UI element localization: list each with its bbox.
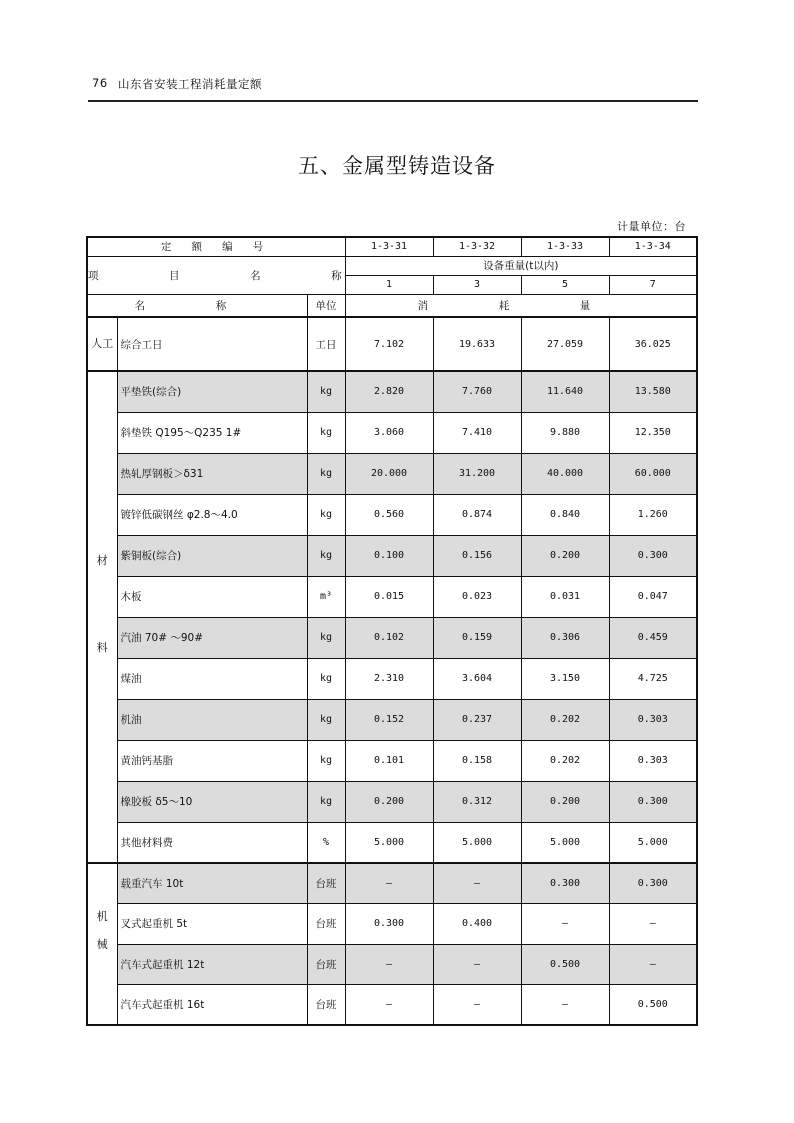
value-cell: 0.200 xyxy=(345,781,433,822)
code-cell: 1-3-31 xyxy=(345,237,433,256)
value-cell: 0.300 xyxy=(521,863,609,904)
value-cell: 4.725 xyxy=(609,658,697,699)
row-name: 叉式起重机 5t xyxy=(117,904,307,945)
value-cell: 0.306 xyxy=(521,617,609,658)
value-cell: — xyxy=(345,985,433,1026)
group-material: 材 料 xyxy=(87,371,117,863)
value-cell: 11.640 xyxy=(521,371,609,412)
value-cell: 0.156 xyxy=(433,535,521,576)
table-row xyxy=(87,699,697,740)
row-name: 平垫铁(综合) xyxy=(117,371,307,412)
row-unit: kg xyxy=(307,494,345,535)
row-unit: 台班 xyxy=(307,904,345,945)
table-row xyxy=(87,781,697,822)
value-cell: 0.102 xyxy=(345,617,433,658)
row-name: 载重汽车 10t xyxy=(117,863,307,904)
value-cell: 20.000 xyxy=(345,453,433,494)
row-unit: m³ xyxy=(307,576,345,617)
row-unit: 台班 xyxy=(307,985,345,1026)
value-cell: 0.200 xyxy=(521,535,609,576)
value-cell: — xyxy=(345,944,433,985)
value-cell: 7.410 xyxy=(433,412,521,453)
value-cell: 0.300 xyxy=(609,781,697,822)
col-unit-header: 单位 xyxy=(307,294,345,317)
value-cell: 12.350 xyxy=(609,412,697,453)
value-cell: 7.102 xyxy=(345,317,433,371)
value-cell: 5.000 xyxy=(345,822,433,863)
row-unit: kg xyxy=(307,535,345,576)
value-cell: 0.874 xyxy=(433,494,521,535)
value-cell: 0.500 xyxy=(609,985,697,1026)
table-row xyxy=(87,822,697,863)
row-name: 紫铜板(综合) xyxy=(117,535,307,576)
quota-table xyxy=(86,236,698,1026)
table-row xyxy=(87,453,697,494)
table-row xyxy=(87,412,697,453)
value-cell: 31.200 xyxy=(433,453,521,494)
value-cell: 0.459 xyxy=(609,617,697,658)
row-unit: kg xyxy=(307,371,345,412)
code-cell: 1-3-32 xyxy=(433,237,521,256)
value-cell: 0.047 xyxy=(609,576,697,617)
value-cell: 9.880 xyxy=(521,412,609,453)
value-cell: 0.303 xyxy=(609,740,697,781)
row-unit: 台班 xyxy=(307,944,345,985)
table-row xyxy=(87,904,697,945)
row-unit: kg xyxy=(307,453,345,494)
row-unit: kg xyxy=(307,617,345,658)
value-cell: 3.150 xyxy=(521,658,609,699)
row-name: 橡胶板 δ5～10 xyxy=(117,781,307,822)
table-row xyxy=(87,576,697,617)
value-cell: 0.101 xyxy=(345,740,433,781)
row-unit: kg xyxy=(307,740,345,781)
table-row xyxy=(87,658,697,699)
code-label: 定 额 编 号 xyxy=(87,237,345,256)
value-cell: 2.820 xyxy=(345,371,433,412)
param-cell: 3 xyxy=(433,275,521,294)
value-cell: 3.604 xyxy=(433,658,521,699)
col-name-header: 名 称 xyxy=(87,294,307,317)
page-number: 76 xyxy=(92,76,108,90)
value-cell: 0.023 xyxy=(433,576,521,617)
value-cell: — xyxy=(609,944,697,985)
value-cell: 2.310 xyxy=(345,658,433,699)
value-cell: 0.560 xyxy=(345,494,433,535)
col-qty-header: 消 耗 量 xyxy=(345,294,697,317)
row-name: 木板 xyxy=(117,576,307,617)
value-cell: 0.159 xyxy=(433,617,521,658)
group-machine: 机 械 xyxy=(87,863,117,1025)
row-unit: kg xyxy=(307,658,345,699)
row-unit: 台班 xyxy=(307,863,345,904)
section-title: 五、金属型铸造设备 xyxy=(298,154,496,178)
value-cell: — xyxy=(609,904,697,945)
code-cell: 1-3-33 xyxy=(521,237,609,256)
param-cell: 7 xyxy=(609,275,697,294)
value-cell: — xyxy=(433,985,521,1026)
unit-label: 计量单位：台 xyxy=(617,220,686,233)
value-cell: 13.580 xyxy=(609,371,697,412)
value-cell: 0.031 xyxy=(521,576,609,617)
value-cell: 0.152 xyxy=(345,699,433,740)
value-cell: — xyxy=(345,863,433,904)
value-cell: 0.300 xyxy=(609,863,697,904)
row-unit: kg xyxy=(307,781,345,822)
book-title: 山东省安装工程消耗量定额 xyxy=(118,77,262,91)
value-cell: 0.202 xyxy=(521,740,609,781)
row-name: 汽车式起重机 16t xyxy=(117,985,307,1026)
table-row xyxy=(87,863,697,904)
row-name: 其他材料费 xyxy=(117,822,307,863)
table-row xyxy=(87,494,697,535)
value-cell: 0.300 xyxy=(345,904,433,945)
item-label: 项 目 名 称 xyxy=(87,256,345,294)
row-name: 斜垫铁 Q195～Q235 1# xyxy=(117,412,307,453)
param-label-row xyxy=(87,256,697,275)
row-name: 热轧厚钢板＞δ31 xyxy=(117,453,307,494)
param-label: 设备重量(t以内) xyxy=(345,256,697,275)
group-labor: 人工 xyxy=(87,317,117,371)
value-cell: 0.303 xyxy=(609,699,697,740)
value-cell: — xyxy=(433,944,521,985)
value-cell: — xyxy=(521,985,609,1026)
value-cell: — xyxy=(433,863,521,904)
value-cell: 40.000 xyxy=(521,453,609,494)
value-cell: 5.000 xyxy=(433,822,521,863)
value-cell: 0.100 xyxy=(345,535,433,576)
value-cell: 0.237 xyxy=(433,699,521,740)
value-cell: 0.312 xyxy=(433,781,521,822)
table-row xyxy=(87,985,697,1026)
code-row xyxy=(87,237,697,256)
value-cell: 0.500 xyxy=(521,944,609,985)
value-cell: 0.840 xyxy=(521,494,609,535)
value-cell: 0.200 xyxy=(521,781,609,822)
value-cell: 0.400 xyxy=(433,904,521,945)
param-cell: 5 xyxy=(521,275,609,294)
value-cell: 19.633 xyxy=(433,317,521,371)
value-cell: 27.059 xyxy=(521,317,609,371)
value-cell: 5.000 xyxy=(521,822,609,863)
table-row xyxy=(87,317,697,371)
value-cell: 60.000 xyxy=(609,453,697,494)
value-cell: 7.760 xyxy=(433,371,521,412)
value-cell: 0.015 xyxy=(345,576,433,617)
value-cell: 1.260 xyxy=(609,494,697,535)
table-row xyxy=(87,371,697,412)
row-name: 汽油 70# ～90# xyxy=(117,617,307,658)
value-cell: 0.158 xyxy=(433,740,521,781)
value-cell: 0.202 xyxy=(521,699,609,740)
code-cell: 1-3-34 xyxy=(609,237,697,256)
value-cell: 36.025 xyxy=(609,317,697,371)
table-row xyxy=(87,944,697,985)
row-unit: % xyxy=(307,822,345,863)
row-unit: 工日 xyxy=(307,317,345,371)
row-name: 镀锌低碳钢丝 φ2.8～4.0 xyxy=(117,494,307,535)
row-name: 机油 xyxy=(117,699,307,740)
row-name: 黄油钙基脂 xyxy=(117,740,307,781)
running-header xyxy=(88,74,698,102)
table-row xyxy=(87,617,697,658)
value-cell: 5.000 xyxy=(609,822,697,863)
value-cell: 3.060 xyxy=(345,412,433,453)
row-name: 汽车式起重机 12t xyxy=(117,944,307,985)
value-cell: — xyxy=(521,904,609,945)
value-cell: 0.300 xyxy=(609,535,697,576)
table-row xyxy=(87,740,697,781)
row-name: 煤油 xyxy=(117,658,307,699)
column-header-row xyxy=(87,294,697,317)
row-unit: kg xyxy=(307,699,345,740)
param-cell: 1 xyxy=(345,275,433,294)
table-row xyxy=(87,535,697,576)
row-name: 综合工日 xyxy=(117,317,307,371)
row-unit: kg xyxy=(307,412,345,453)
